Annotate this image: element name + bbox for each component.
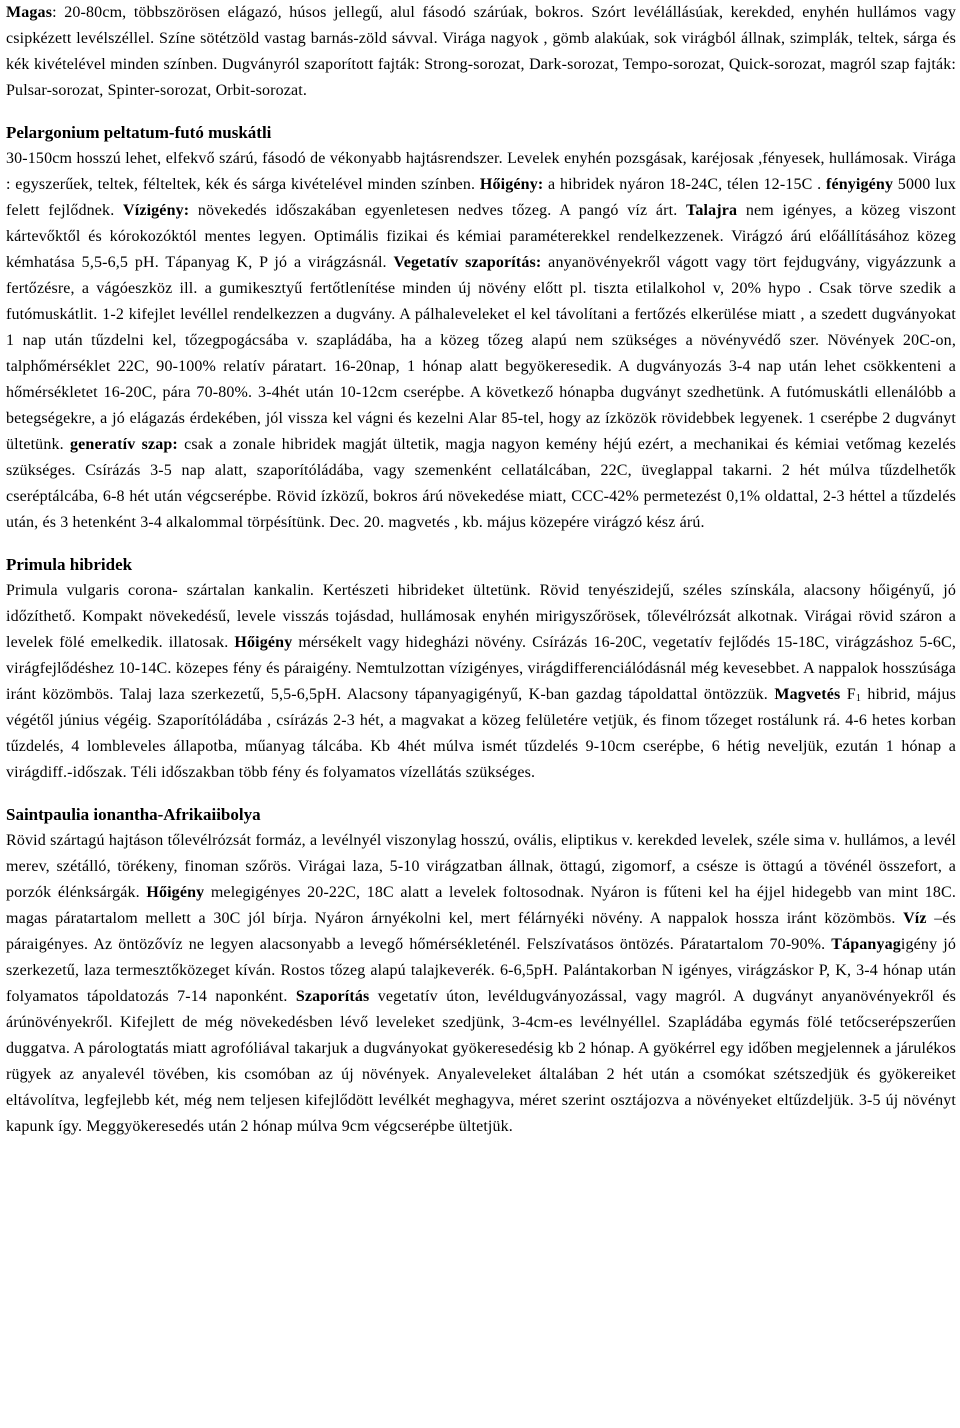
- talajra-text: nem igényes, a közeg viszont kártevőktől és kórokozóktól mentes legyen. Optimális fizikai és kémiai paraméterekkel rendelkezzenek. Virágzó árú előállításához közeg kémhatása 5,5-6,5 pH. Tápanyag K, P jó a virágzásnál.: [6, 202, 956, 271]
- pelargonium-paragraph: [6, 146, 956, 536]
- hoigeny-label: Hőigény:: [479, 176, 544, 193]
- viz-label: Víz: [903, 910, 927, 927]
- vegetativ-label: Vegetatív szaporítás:: [393, 254, 542, 271]
- generativ-text: csak a zonale hibridek magját ültetik, magja nagyon kemény héjú ezért, a mechanikai és kémiai vetőmag kezelés szükséges. Csírázás 3-5 nap alatt, szaporítóládába, vagy szemenként cellatálcában, 22C, üveglappal takarni. 2 hét múlva tűzdelhetők cseréptálcába, 6-8 hét után végcserépbe. Rövid ízközű, bokros árú növekedése miatt, CCC-42% permetezést 0,1% oldattal, 2-3 héttel a tűzdelés után, és 3 hetenként 3-4 alkalommal törpésítünk. Dec. 20. magvetés , kb. május közepére virágzó kész árú.: [6, 436, 957, 531]
- primula-text-3a: F: [840, 686, 856, 703]
- magas-label: Magas: [6, 4, 53, 21]
- generativ-label: generatív szap:: [70, 436, 178, 453]
- szaporitas-label: Szaporítás: [295, 988, 370, 1005]
- fenyigeny-label: fényigény: [825, 176, 894, 193]
- saintpaulia-hoigeny-label: Hőigény: [146, 884, 205, 901]
- magas-paragraph: [6, 0, 956, 104]
- saintpaulia-heading: Saintpaulia ionantha-Afrikaiibolya: [6, 805, 261, 824]
- primula-hoigeny-label: Hőigény: [234, 634, 293, 651]
- pelargonium-heading: Pelargonium peltatum-futó muskátli: [6, 123, 272, 142]
- primula-paragraph: [6, 578, 956, 786]
- saintpaulia-text-1: Rövid szártagú hajtáson tőlevélrózsát formáz, a levélnyél viszonylag hosszú, ovális, eliptikus v. kerekded levelek, széle sima v. hullámos, a levél merev, szétálló, törékeny, finoman szőrös. Virágai laza, 5-10 virágzatban állnak, öttagú, zigomorf, a csésze is öttagú a tövénél összefort, a porzók élénksárgák.: [6, 832, 956, 901]
- saintpaulia-text-2: melegigényes 20-22C, 18C alatt a levelek foltosodnak. Nyáron is fűteni kel ha éjjel hidegebb van mint 18C. magas páratartalom mellett a 30C jól bírja. Nyáron árnyékolni kel, mert félárnyéki növény. A nappalok hossza iránt közömbös.: [6, 884, 957, 927]
- talajra-label: Talajra: [686, 202, 738, 219]
- vizigeny-label: Vízigény:: [123, 202, 190, 219]
- saintpaulia-text-3: –és páraigényes. Az öntözővíz ne legyen alacsonyabb a levegő hőmérsékleténél. Felszívatásos öntözés. Páratartalom 70-90%.: [6, 910, 956, 953]
- saintpaulia-paragraph: [6, 828, 956, 1140]
- saintpaulia-text-5: vegetatív úton, levéldugványozással, vagy magról. A dugványt anyanövényekről és árúnövényekről. Kifejlett de még növekedésben lévő leveleket szedjünk, 3-4cm-es levélnyéllel. Szapládába egymás fölé tetőcserépszerűen duggatva. A párologtatás miatt agrofóliával takarjuk a dugványokat gyökeresedésig kb 2 hónap. A gyökérrel egy időben megjelennek a járulékos rügyek az anyalevél tövében, kis csomóban az új növények. Anyaleveleket általában 2 hét után a csomókat szétszedjük és gyökereiket eltávolítva, legfejlebb két, még nem teljesen kifejlődött levélkét meghagyva, méret szerint osztájozva a növényeket eltűzdeljük. 3-5 új növényt kapunk így. Meggyökeresedés után 2 hónap múlva 9cm végcserépbe ültetjük.: [6, 988, 956, 1135]
- vizigeny-text: növekedés időszakában egyenletesen nedves tőzeg. A pangó víz árt.: [189, 202, 687, 219]
- magas-text: : 20-80cm, többszörösen elágazó, húsos jellegű, alul fásodó szárúak, bokros. Szórt levélállásúak, kerekded, enyhén hullámos vagy csipkézett levélszéllel. Színe sötétzöld vastag barnás-zöld sávval. Virága nagyok , gömb alakúak, sok virágból állnak, szimplák, teltek, sárga és kék kivételével minden színben. Dugványról szaporított fajták: Strong-sorozat, Dark-sorozat, Tempo-sorozat, Quick-sorozat, magról szap fajták: Pulsar-sorozat, Spinter-sorozat, Orbit-sorozat.: [6, 4, 956, 99]
- primula-text-2: mérsékelt vagy hidegházi növény. Csírázás 16-20C, vegetatív fejlődés 15-18C, virágzáshoz 5-6C, virágfejlődéshez 10-14C. közepes fény és páraigény. Nemtulzottan vízigényes, virágdifferenciálódásnál még kevesebbet. A nappalok hosszúsága iránt közömbös. Talaj laza szerkezetű, 5,5-6,5pH. Alacsony tápanyagigényű, K-ban gazdag tápoldattal öntözzük.: [6, 634, 957, 703]
- pelargonium-intro: 30-150cm hosszú lehet, elfekvő szárú, fásodó de vékonyabb hajtásrendszer. Levelek enyhén pozsgásak, karéjosak ,fényesek, hullámosak. Virága : egyszerűek, teltek, félteltek, kék és sárga kivételével minden színben.: [6, 150, 956, 193]
- tapanyag-label: Tápanyag: [831, 936, 901, 953]
- magvetes-label: Magvetés: [774, 686, 841, 703]
- hoigeny-text: a hibridek nyáron 18-24C, télen 12-15C .: [543, 176, 826, 193]
- primula-heading: Primula hibridek: [6, 555, 133, 574]
- primula-text-1: Primula vulgaris corona- szártalan kankalin. Kertészeti hibrideket ültetünk. Rövid tenyészidejű, széles színskála, alacsony hőigényű, jó időzíthető. Kompakt növekedésű, levele visszás tojásdad, hullámosak enyhén mirigyszőrösek, tőlevélrózsát alkotnak. Virágai rövid száron a levelek fölé emelkedik. illatosak.: [6, 582, 956, 651]
- fenyigeny-text: 5000 lux felett fejlődnek.: [6, 176, 957, 219]
- vegetativ-text: anyanövényekről vágott vagy tört fejdugvány, vigyázzunk a fertőzésre, a vágóeszköz ill. a gumikesztyű fertőtlenítése minden új növény előtt pl. tiszta etilalkohol v, 20% hypo . Csak törve szedik a futómuskátlit. 1-2 kifejlet levéllel rendelkezzen a dugvány. A pálhaleveleket el kel távolítani a fertőzés elkerülése miatt , a szedett dugványokat 1 nap után tűzdelni kel, tőzegpogácsába v. szapládába, ha a közeg tőzeg alapú nem szükséges a növényvédő szer. Növények 20C-on, talphőmérséklet 22C, 90-100% relatív páratart. 16-20nap, 1 hónap alatt begyökeresedik. A dugványozás 3-4 nap után lehet csökkenteni a hőmérsékletet 16-20C, pára 70-80%. 3-4hét után 10-12cm cserépbe. A következő hónapba dugványt szedhetünk. A futómuskátli ellenálóbb a betegségekre, a jó elágazás érdekében, jól vissza kel vágni és kezelni Alar 85-tel, hogy az ízközök rövidebbek legyenek. 1 cserépbe 2 dugványt ültetünk.: [6, 254, 956, 453]
- saintpaulia-text-4: igény jó szerkezetű, laza termesztőközeget kíván. Rostos tőzeg alapú talajkeverék. 6-6,5pH. Palántakorban N igényes, virágzáskor P, K, 3-4 hónap után folyamatos tápoldatozás 7-14 naponként.: [6, 936, 956, 1005]
- primula-text-3b: hibrid, május végétől június végéig. Szaporítóládába , csírázás 2-3 hét, a magvakat a közeg felületére vetjük, és finom tőzeget rostálunk rá. 4-6 hetes korban tűzdelés, 4 lombleveles állapotba, műanyag tálcába. Kb 4hét múlva ismét tűzdelés 9-10cm cserépbe, 6 hétig neveljük, ezután 1 hónap a virágdiff.-időszak. Téli időszakban több fény és folyamatos vízellátás szükséges.: [6, 686, 956, 781]
- f1-subscript: 1: [855, 693, 861, 704]
